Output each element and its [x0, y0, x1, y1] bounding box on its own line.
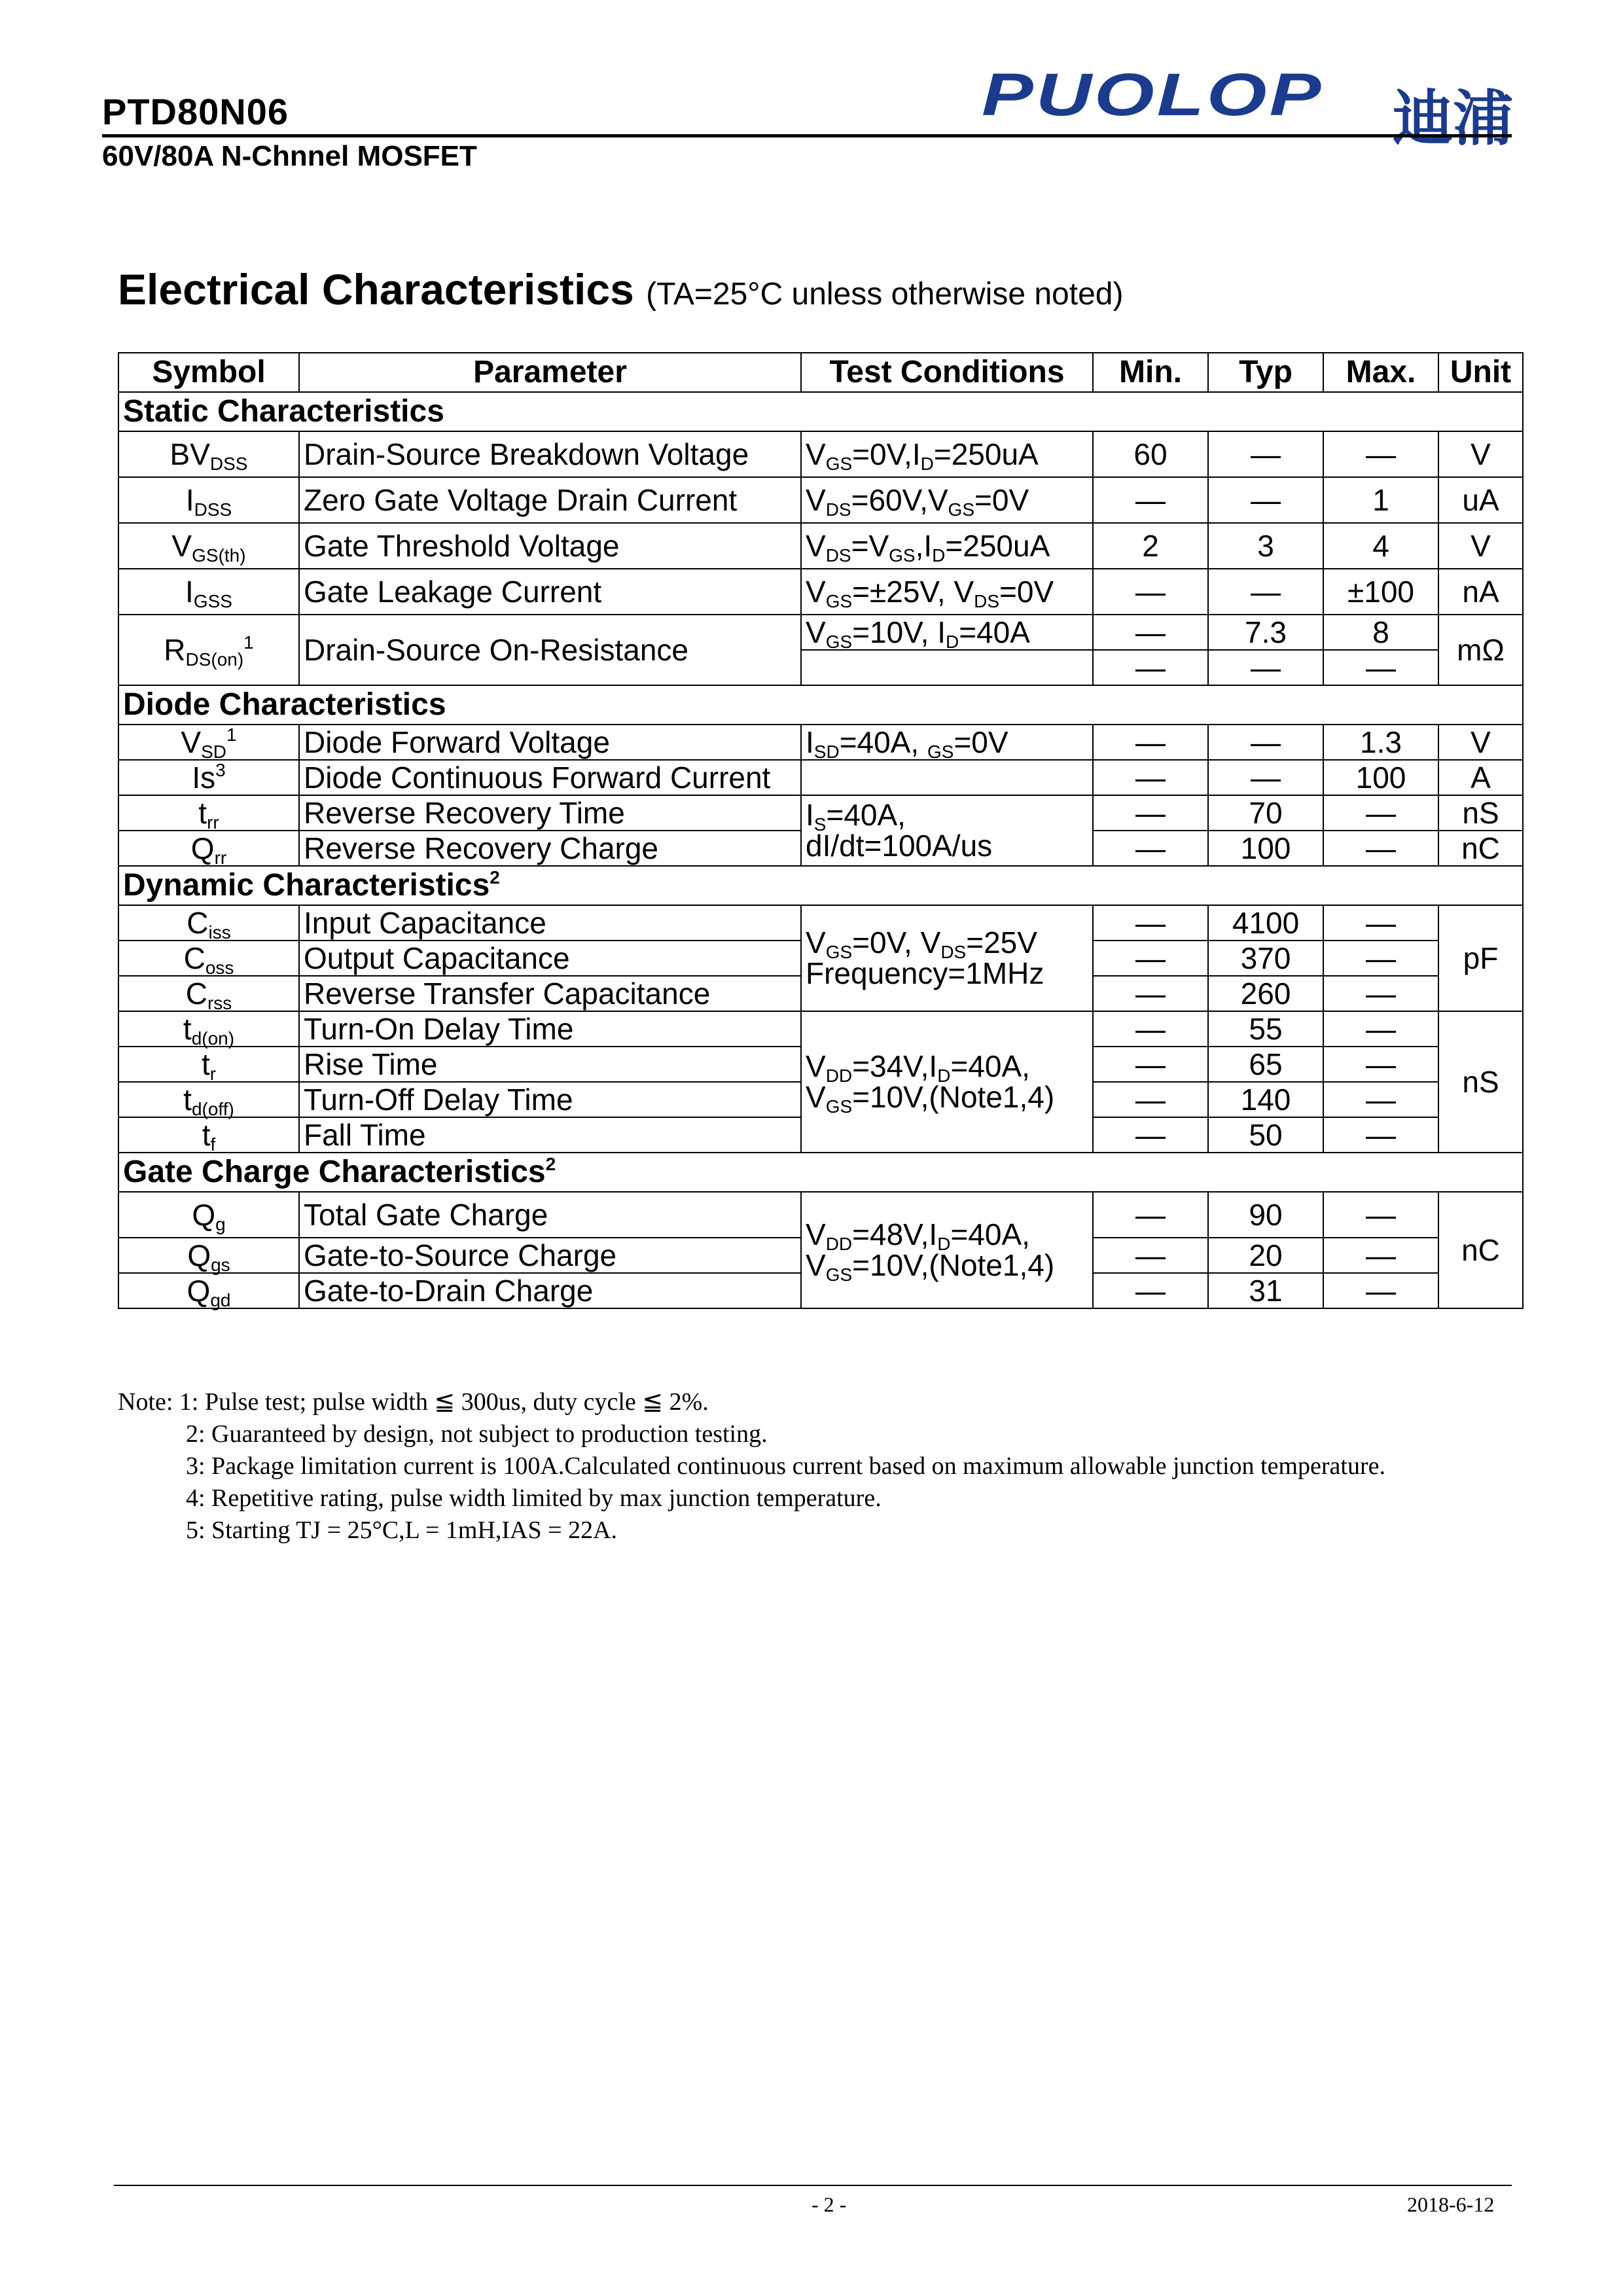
min-cell: — [1093, 1117, 1208, 1153]
parameter-cell: Reverse Recovery Time [299, 795, 801, 831]
unit-cell: nA [1438, 569, 1523, 615]
symbol-cell: $Q_{rr}$ [118, 831, 299, 866]
section-row-diode [118, 685, 1523, 725]
min-cell: — [1093, 477, 1208, 523]
symbol-cell: $C_{rss}$ [118, 976, 299, 1011]
table-row [118, 431, 1523, 477]
typ-cell: 31 [1208, 1273, 1323, 1308]
condition-cell: $V_{DD}=48V,I_D=40A$, $V_{GS}=10V,(Note1,4)$ [801, 1192, 1093, 1308]
parameter-cell: Fall Time [299, 1117, 801, 1153]
symbol-cell: $C_{iss}$ [118, 905, 299, 941]
parameter-cell: Rise Time [299, 1047, 801, 1082]
max-cell: — [1323, 1047, 1438, 1082]
symbol-cell: Is$^3$ [118, 760, 299, 795]
typ-cell: 65 [1208, 1047, 1323, 1082]
symbol-cell: $V_{GS(th)}$ [118, 523, 299, 569]
header-divider [102, 134, 1512, 137]
page-number: - 2 - [812, 2193, 847, 2216]
parameter-cell: Input Capacitance [299, 905, 801, 941]
condition-cell: $V_{GS}=0V,I_D=250uA$ [801, 431, 1093, 477]
typ-cell: 370 [1208, 941, 1323, 976]
note-line: 5: Starting TJ = 25°C,L = 1mH,IAS = 22A. [186, 1516, 618, 1544]
parameter-cell: Zero Gate Voltage Drain Current [299, 477, 801, 523]
symbol-cell: $t_{d(off)}$ [118, 1082, 299, 1117]
section-row-static [118, 392, 1523, 431]
section-label-dynamic: Dynamic Characteristics$^2$ [118, 866, 1523, 905]
document-date: 2018-6-12 [1407, 2193, 1495, 2216]
typ-cell: 50 [1208, 1117, 1323, 1153]
typ-cell: 70 [1208, 795, 1323, 831]
unit-cell: uA [1438, 477, 1523, 523]
typ-cell: 100 [1208, 831, 1323, 866]
part-subtitle: 60V/80A N-Chnnel MOSFET [102, 140, 477, 172]
symbol-cell: $t_f$ [118, 1117, 299, 1153]
max-cell: 1.3 [1323, 725, 1438, 760]
max-cell: — [1323, 1082, 1438, 1117]
symbol-cell: $BV_{DSS}$ [118, 431, 299, 477]
col-header-typ: Typ [1208, 353, 1323, 392]
min-cell: — [1093, 1192, 1208, 1238]
condition-cell: $V_{GS}=\pm 25V$, $V_{DS}=0V$ [801, 569, 1093, 615]
parameter-cell: Drain-Source On-Resistance [299, 615, 801, 685]
condition-cell: $V_{DS}=V_{GS},I_D=250uA$ [801, 523, 1093, 569]
min-cell: — [1093, 795, 1208, 831]
section-label-gate-charge: Gate Charge Characteristics$^2$ [118, 1153, 1523, 1192]
max-cell: ±100 [1323, 569, 1438, 615]
symbol-cell: $Q_g$ [118, 1192, 299, 1238]
max-cell: — [1323, 905, 1438, 941]
table-row [118, 615, 1523, 650]
unit-cell: nC [1438, 831, 1523, 866]
parameter-cell: Reverse Recovery Charge [299, 831, 801, 866]
max-cell: — [1323, 1273, 1438, 1308]
symbol-cell: $t_{d(on)}$ [118, 1011, 299, 1047]
condition-cell-empty [801, 760, 1093, 795]
section-label-diode: Diode Characteristics [118, 685, 1523, 725]
typ-cell: — [1208, 477, 1323, 523]
max-cell: — [1323, 431, 1438, 477]
typ-cell: 20 [1208, 1238, 1323, 1273]
typ-cell: 140 [1208, 1082, 1323, 1117]
parameter-cell: Total Gate Charge [299, 1192, 801, 1238]
unit-cell: mΩ [1438, 615, 1523, 685]
max-cell: — [1323, 976, 1438, 1011]
min-cell: — [1093, 1238, 1208, 1273]
unit-cell: nC [1438, 1192, 1523, 1308]
part-number: PTD80N06 [102, 91, 289, 132]
unit-cell: V [1438, 523, 1523, 569]
unit-cell: V [1438, 431, 1523, 477]
max-cell: — [1323, 941, 1438, 976]
unit-cell: V [1438, 725, 1523, 760]
table-row [118, 1011, 1523, 1047]
electrical-characteristics-table [118, 352, 1524, 1309]
min-cell: — [1093, 1273, 1208, 1308]
symbol-cell: $t_{rr}$ [118, 795, 299, 831]
typ-cell: — [1208, 431, 1323, 477]
max-cell: 100 [1323, 760, 1438, 795]
typ-cell: — [1208, 725, 1323, 760]
typ-cell: — [1208, 760, 1323, 795]
parameter-cell: Drain-Source Breakdown Voltage [299, 431, 801, 477]
col-header-min: Min. [1093, 353, 1208, 392]
footer-divider [114, 2185, 1512, 2186]
parameter-cell: Turn-Off Delay Time [299, 1082, 801, 1117]
brand-logo: PUOLOP [982, 61, 1324, 129]
typ-cell: 55 [1208, 1011, 1323, 1047]
min-cell: — [1093, 976, 1208, 1011]
note-line: 3: Package limitation current is 100A.Calculated continuous current based on maximum allowable junction temperature. [186, 1452, 1385, 1480]
table-row [118, 760, 1523, 795]
section-label-static: Static Characteristics [118, 392, 1523, 431]
parameter-cell: Gate Leakage Current [299, 569, 801, 615]
table-row [118, 905, 1523, 941]
max-cell: — [1323, 831, 1438, 866]
section-title-text: Electrical Characteristics [118, 265, 634, 314]
unit-cell: nS [1438, 1011, 1523, 1153]
min-cell: — [1093, 615, 1208, 650]
condition-cell: $I_S=40A$, dI/dt=100A/us [801, 795, 1093, 866]
unit-cell: pF [1438, 905, 1523, 1011]
symbol-cell: $V_{SD}^1$ [118, 725, 299, 760]
unit-cell: nS [1438, 795, 1523, 831]
symbol-cell: $I_{GSS}$ [118, 569, 299, 615]
typ-cell: — [1208, 569, 1323, 615]
table-row [118, 795, 1523, 831]
condition-cell-empty [801, 650, 1093, 685]
min-cell: 2 [1093, 523, 1208, 569]
symbol-cell: $R_{DS(on)}^1$ [118, 615, 299, 685]
typ-cell: — [1208, 650, 1323, 685]
section-condition-note: (TA=25°C unless otherwise noted) [646, 277, 1124, 312]
note-line: 2: Guaranteed by design, not subject to production testing. [186, 1420, 768, 1448]
min-cell: — [1093, 905, 1208, 941]
table-header-row [118, 353, 1523, 392]
min-cell: — [1093, 725, 1208, 760]
parameter-cell: Gate-to-Drain Charge [299, 1273, 801, 1308]
col-header-test-conditions: Test Conditions [801, 353, 1093, 392]
max-cell: — [1323, 650, 1438, 685]
max-cell: — [1323, 795, 1438, 831]
min-cell: — [1093, 831, 1208, 866]
parameter-cell: Gate Threshold Voltage [299, 523, 801, 569]
parameter-cell: Diode Continuous Forward Current [299, 760, 801, 795]
min-cell: — [1093, 760, 1208, 795]
note-line: 4: Repetitive rating, pulse width limited by max junction temperature. [186, 1484, 882, 1512]
min-cell: — [1093, 1047, 1208, 1082]
typ-cell: 7.3 [1208, 615, 1323, 650]
section-title [118, 264, 1123, 314]
min-cell: — [1093, 1011, 1208, 1047]
table-row [118, 477, 1523, 523]
symbol-cell: $I_{DSS}$ [118, 477, 299, 523]
table-row [118, 569, 1523, 615]
max-cell: 1 [1323, 477, 1438, 523]
condition-cell: $I_{SD}=40A$, $_{GS}$=0V [801, 725, 1093, 760]
note-line: Note: 1: Pulse test; pulse width ≦ 300us, duty cycle ≦ 2%. [118, 1388, 709, 1416]
condition-cell: $V_{GS}=10V$, $I_D=40A$ [801, 615, 1093, 650]
table-row [118, 725, 1523, 760]
condition-cell: $V_{DS}=60V,V_{GS}=0V$ [801, 477, 1093, 523]
table-row [118, 1192, 1523, 1238]
parameter-cell: Reverse Transfer Capacitance [299, 976, 801, 1011]
symbol-cell: $Q_{gs}$ [118, 1238, 299, 1273]
parameter-cell: Output Capacitance [299, 941, 801, 976]
section-row-dynamic [118, 866, 1523, 905]
condition-cell: $V_{GS}=0V$, $V_{DS}=25V$ Frequency=1MHz [801, 905, 1093, 1011]
min-cell: 60 [1093, 431, 1208, 477]
typ-cell: 90 [1208, 1192, 1323, 1238]
symbol-cell: $t_r$ [118, 1047, 299, 1082]
max-cell: — [1323, 1117, 1438, 1153]
typ-cell: 260 [1208, 976, 1323, 1011]
typ-cell: 4100 [1208, 905, 1323, 941]
max-cell: 4 [1323, 523, 1438, 569]
parameter-cell: Gate-to-Source Charge [299, 1238, 801, 1273]
col-header-unit: Unit [1438, 353, 1523, 392]
symbol-cell: $C_{oss}$ [118, 941, 299, 976]
max-cell: — [1323, 1192, 1438, 1238]
min-cell: — [1093, 569, 1208, 615]
max-cell: — [1323, 1011, 1438, 1047]
typ-cell: 3 [1208, 523, 1323, 569]
col-header-parameter: Parameter [299, 353, 801, 392]
max-cell: — [1323, 1238, 1438, 1273]
brand-logo-chinese: 迪浦 [1393, 86, 1514, 152]
parameter-cell: Diode Forward Voltage [299, 725, 801, 760]
footnotes [118, 1386, 1385, 1547]
min-cell: — [1093, 1082, 1208, 1117]
table-row [118, 523, 1523, 569]
section-row-gate-charge [118, 1153, 1523, 1192]
unit-cell: A [1438, 760, 1523, 795]
parameter-cell: Turn-On Delay Time [299, 1011, 801, 1047]
min-cell: — [1093, 941, 1208, 976]
max-cell: 8 [1323, 615, 1438, 650]
symbol-cell: $Q_{gd}$ [118, 1273, 299, 1308]
col-header-max: Max. [1323, 353, 1438, 392]
condition-cell: $V_{DD}=34V,I_D=40A$, $V_{GS}=10V,(Note1,4)$ [801, 1011, 1093, 1153]
col-header-symbol: Symbol [118, 353, 299, 392]
min-cell: — [1093, 650, 1208, 685]
